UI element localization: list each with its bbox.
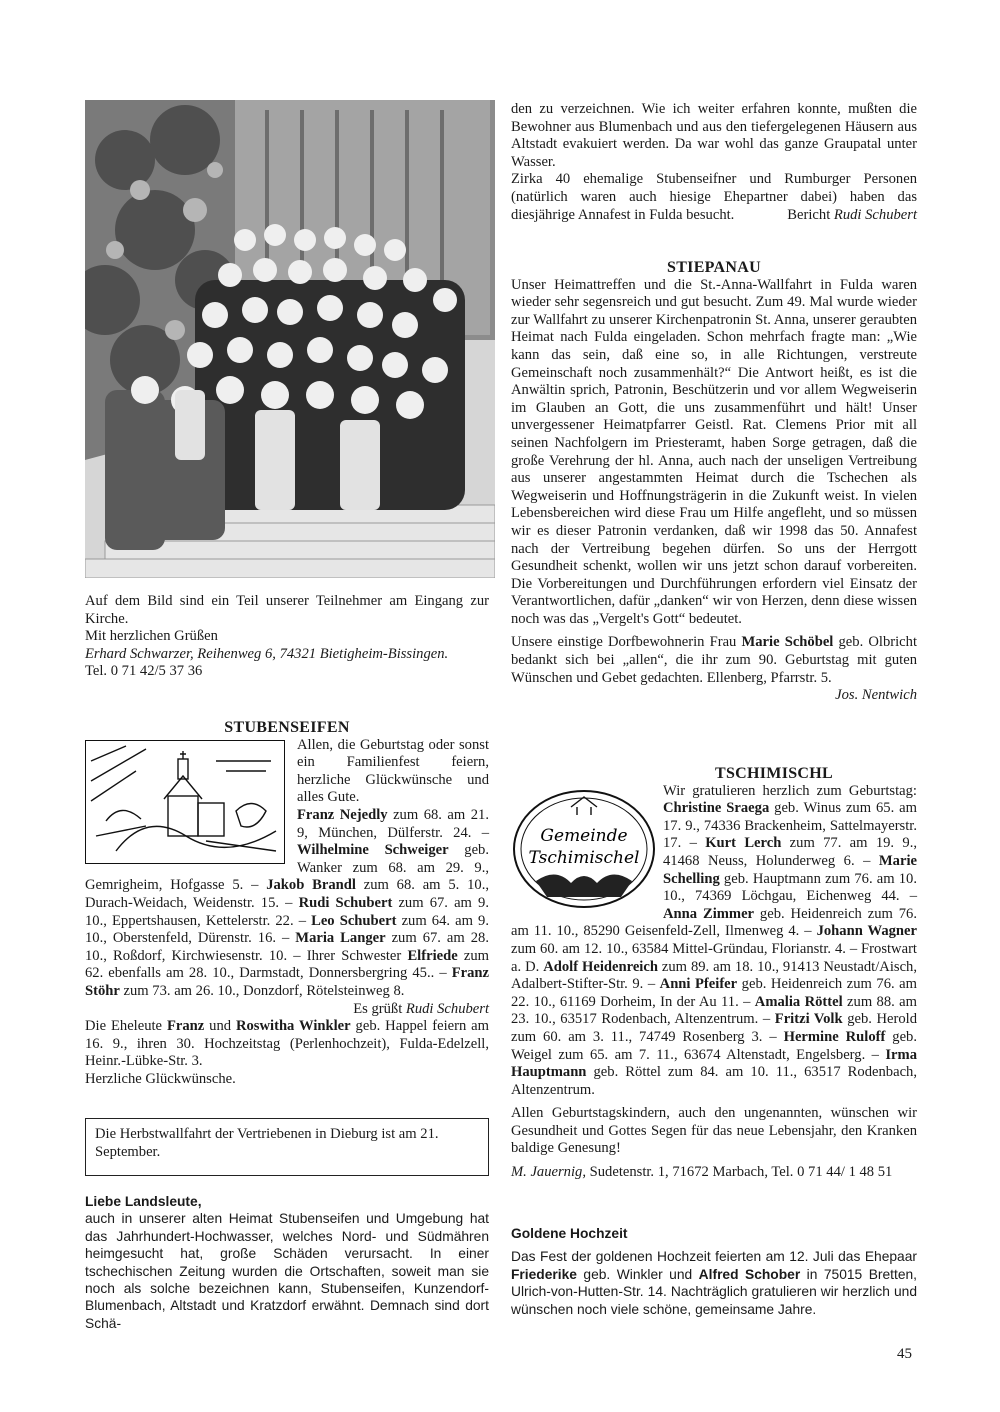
caption-line: Auf dem Bild sind ein Teil unserer Teilnehmer am Eingang zur Kirche.: [85, 593, 489, 627]
person-name: Maria Langer: [295, 930, 386, 947]
text-run: geb. Olbricht bedankt sich bei „allen“, die ihr zum 90. Geburtstag mit guten Wünschen und Gebet gedachten. Ellenberg, Pfarrstr. 5.: [511, 634, 918, 686]
text-run: Wir gratulieren herzlich zum Geburtstag:: [663, 782, 917, 799]
report-continuation: [511, 101, 917, 224]
person-name: Anni Pfeifer: [659, 976, 738, 993]
person-name: Jakob Brandl: [266, 877, 356, 894]
text-run: zum 64. am 9. 10., Oberstenfeld, Dürenstr. 16. –: [85, 912, 489, 947]
text-run: zum 68. am 21. 9, München, Dülferstr. 24. –: [297, 806, 489, 841]
gemeinde-seal-image: [511, 787, 657, 909]
church-sketch-image: [85, 740, 285, 864]
text-run: zum 60. am 12. 10., 63584 Mittel-Gründau, Florianstr. 4. – Frostwart a. D.: [511, 940, 917, 975]
report-text: den zu verzeichnen. Wie ich weiter erfahren konnte, mußten die Bewohner aus Blumenbach und aus den tiefergelegenen Häusern aus Altstadt evakuiert werden. Da war wohl das ganze Graupatal unter Wasser.: [511, 101, 917, 170]
text-run: geb. Wanker zum 68. am 29. 9., Gemrigheim, Hofgasse 5. –: [85, 842, 490, 894]
text-run: in 75015 Bretten, Ulrich-von-Hutten-Str. 14. Nachträglich gratulieren wir herzlich und wünschen noch viele schöne, gemeinsame Jahre.: [511, 1266, 918, 1317]
person-name: Kurt Lerch: [705, 835, 782, 852]
person-name: Hermine Ruloff: [783, 1028, 886, 1045]
text-run: zum 88. am 23. 10., 63517 Rodenbach, Altenzentrum. –: [511, 993, 917, 1028]
text-run: zum 89. am 18. 10., 91413 Neustadt/Aisch, Adalbert-Stifter-Str. 9. –: [511, 958, 917, 993]
person-name: Marie Schöbel: [741, 634, 834, 651]
wedding-text: [511, 1248, 917, 1318]
stiepanau-section: [511, 259, 917, 705]
anniversary-text: [85, 1018, 489, 1071]
signature-name: M. Jauernig,: [511, 1164, 586, 1181]
person-name: Fritzi Volk: [774, 1011, 843, 1028]
congrats-text: Herzliche Glückwünsche.: [85, 1070, 236, 1087]
text-run: und: [204, 1018, 236, 1035]
landsleute-section: [85, 1193, 489, 1332]
text-run: geb. Weigel zum 65. am 7. 11., 63674 Altenstadt, Engelsberg. –: [511, 1028, 917, 1063]
text-run: geb. Heidenreich zum 76. am 22. 10., 61169 Dorheim, In der Au 11. –: [511, 976, 917, 1010]
person-name: Anna Zimmer: [663, 905, 755, 922]
signature-address: Sudetenstr. 1, 71672 Marbach, Tel. 0 71 44/ 1 48 51: [585, 1164, 893, 1181]
section-heading: TSCHIMISCHL: [715, 765, 833, 782]
person-name: Franz Stöhr: [85, 965, 489, 999]
person-name: Marie Schelling: [663, 852, 917, 887]
signature: [511, 1164, 917, 1182]
section-heading: Liebe Landsleute,: [85, 1194, 202, 1209]
text-run: zum 68. am 5. 10., Durach-Weidach, Weidenstr. 15. –: [85, 877, 489, 911]
signature: [353, 1001, 489, 1019]
section-heading: STUBENSEIFEN: [224, 719, 350, 736]
person-name: Johann Wagner: [816, 923, 917, 940]
signature: Jos. Nentwich: [835, 687, 917, 704]
text-run: zum 62. ebenfalls am 28. 10., Darmstadt, Donnersbergring 45.. –: [85, 947, 489, 982]
person-name: Rudi Schubert: [298, 894, 393, 911]
text-run: zum 73. am 26. 10., Donzdorf, Rötelsteinweg 8.: [119, 982, 405, 999]
text-run: geb. Röttel zum 84. am 10. 11., 63517 Rodenbach, Altenzentrum.: [511, 1064, 917, 1098]
signature-prefix: Bericht: [787, 206, 834, 223]
pilgrimage-notice-box: [85, 1118, 489, 1176]
text-run: Das Fest der goldenen Hochzeit feierten am 12. Juli das Ehepaar: [511, 1249, 917, 1265]
person-name: Alfred Schober: [698, 1266, 801, 1282]
seal-text-1: Gemeinde: [540, 825, 628, 846]
wishes-text: Allen Geburtstagskindern, auch den ungenannten, wünschen wir Gesundheit und Gottes Segen für das neue Lebensjahr, den Kranken baldige Genesung!: [511, 1105, 917, 1157]
landsleute-text: auch in unserer alten Heimat Stubenseifen und Umgebung hat das Jahrhundert-Hochwasser, welches Nord- und Südmähren heimgesucht hat, große Schäden verursacht. In einer tschechischen Zeitung wurden die Ortschaften, soweit man sie noch als solche bezeichnen kann, Stubenseifen, Kunzendorf-Blumenbach, Altstadt und Kratzdorf erwähnt. Demnach sind dort Schä-: [85, 1211, 489, 1331]
person-name: Adolf Heidenreich: [543, 958, 658, 975]
section-heading: Goldene Hochzeit: [511, 1226, 628, 1241]
text-run: Zirka 40 ehemalige Stubenseifner und Rumburger Personen (natürlich waren auch hiesige Ehepartner dabei) haben das diesjährige Annafest in Fulda besucht.: [511, 171, 917, 223]
text-run: geb. Herold zum 60. am 3. 11., 74749 Rosenberg 3. –: [511, 1011, 918, 1045]
tschimischl-section: [511, 765, 917, 1182]
stiepanau-text: Unser Heimattreffen und die St.-Anna-Wallfahrt in Fulda waren wieder sehr segensreich und gut besucht. Zum 49. Mal wurde wieder zur Wallfahrt zu unserer Kirchenpatronin St. Anna, unserer geraubten Heimat nach Fulda eingeladen. Schon mehrfach fragte man: „Wie kann das sein, daß eine so, in alle Richtungen, verstreute Gemeinschaft noch zusammenhält?“ Die Antwort heißt, es ist die Anwältin sprich, Patronin, Beschützerin und vor allem Wegweiserin im Glauben an Gott, die uns zusammenführt und hält! Unser unvergessener Heimatpfarrer Geistl. Rat. Clemens Prior mit all seinen Nachfolgern im Priesteramt, haben Sorge getragen, daß die große Verehrung der hl. Anna, auch nach der unseligen Vertreibung aus unserer angestammten Heimat durch die Tschechen als Wegweiserin und Hoffnungsträgerin in die Zukunft weist. In vielen Lebensbereichen wird diese Frau um Hilfe angefleht, und so müssen wir es dieser Patronin verdanken, daß wir 1998 das 50. Annafest nach der Vertreibung begehen dürfen. So uns der Herrgott Gesundheit schenkt, wollen wir uns jetzt schon darauf vorbereiten. Die Vorbereitungen und Durchführungen erfordern viel Einsatz der Verantwortlichen, dafür „danken“ wir von Herzen, denn diese wissen noch was das „Vergelt's Gott“ bedeutet.: [511, 276, 917, 627]
page-number: 45: [897, 1346, 912, 1362]
signature-name: Rudi Schubert: [405, 1000, 489, 1017]
person-name: Amalia Röttel: [754, 993, 843, 1010]
person-name: Christine Sraega: [663, 800, 770, 817]
person-name: Leo Schubert: [311, 912, 397, 929]
report-text: [511, 171, 917, 224]
text-run: geb. Heidenreich zum 76. am 11. 10., 85290 Geisenfeld-Zell, Ilmenweg 4. –: [511, 905, 917, 940]
caption-line: Tel. 0 71 42/5 37 36: [85, 663, 203, 680]
text-run: zum 77. am 19. 9., 41468 Neuss, Holunderweg 6. –: [663, 835, 917, 869]
person-name: Friederike: [511, 1266, 577, 1282]
stiepanau-text: [511, 634, 917, 687]
person-name: Franz Nejedly: [297, 806, 388, 823]
person-name: Elfriede: [407, 947, 458, 964]
caption-line: Erhard Schwarzer, Reihenweg 6, 74321 Bietigheim-Bissingen.: [85, 645, 449, 662]
photo-caption: [85, 593, 489, 681]
goldene-hochzeit-section: [511, 1225, 917, 1318]
person-name: Roswitha Winkler: [235, 1018, 351, 1035]
text-run: geb. Winkler und: [576, 1266, 699, 1282]
stubenseifen-section: [85, 719, 489, 1088]
signature-prefix: Es grüßt: [353, 1000, 406, 1017]
person-name: Irma Hauptmann: [511, 1046, 917, 1081]
text-run: Unsere einstige Dorfbewohnerin Frau: [511, 634, 742, 651]
text-run: geb. Winus zum 65. am 17. 9., 74336 Brackenheim, Sattelmayerstr. 17. –: [663, 800, 917, 852]
text-run: zum 67. am 9. 10., Eppertshausen, Kettelerstr. 22. –: [85, 894, 489, 929]
text-run: geb. Happel feiern am 16. 9., ihren 30. Hochzeitstag (Perlenhochzeit), Fulda-Edelzell, Heinr.-Lübke-Str. 3.: [85, 1018, 490, 1070]
section-heading: STIEPANAU: [667, 259, 761, 276]
intro-text: Allen, die Geburtstag oder sonst ein Familienfest feiern, herzliche Glückwünsche und alles Gute.: [297, 736, 489, 806]
text-run: zum 67. am 28. 10., Roßdorf, Kirchwiesenstr. 10. – Ihrer Schwester: [85, 930, 489, 964]
person-name: Wilhelmine Schweiger: [297, 842, 449, 859]
caption-line: Mit herzlichen Grüßen: [85, 628, 218, 645]
seal-text-2: Tschimischel: [528, 847, 640, 868]
group-photo: [85, 100, 495, 578]
notice-text: Die Herbstwallfahrt der Vertriebenen in Dieburg ist am 21. September.: [95, 1126, 439, 1160]
text-run: geb. Hauptmann zum 76. am 10. 10., 74369 Löchgau, Eichenweg 44. –: [663, 870, 917, 905]
signature-name: Rudi Schubert: [833, 206, 917, 223]
person-name: Franz: [166, 1018, 205, 1035]
signature: [787, 207, 917, 225]
text-run: Die Eheleute: [85, 1018, 167, 1035]
